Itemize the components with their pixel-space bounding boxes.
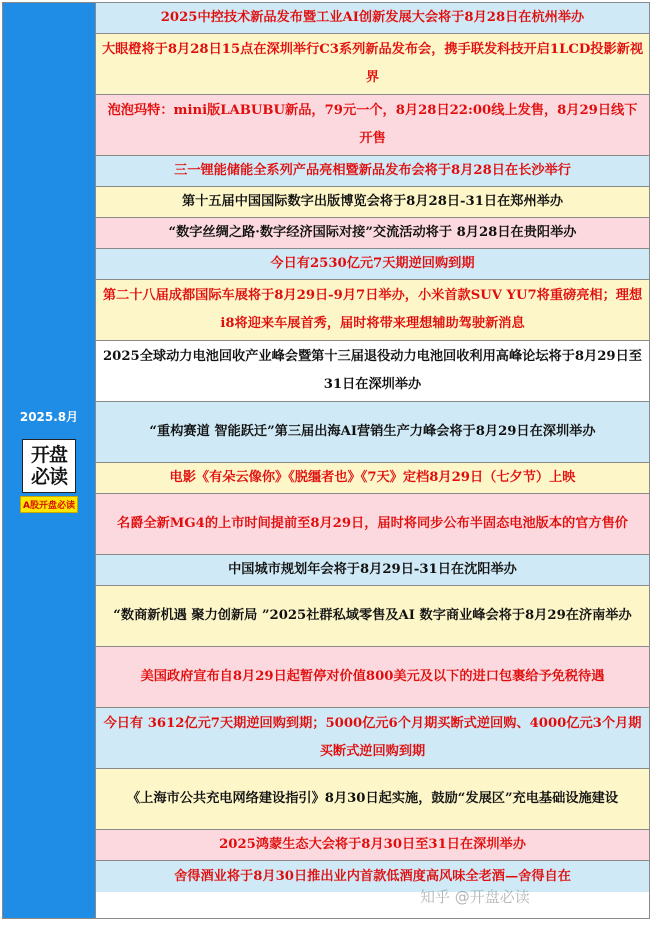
event-row: 2025鸿蒙生态大会将于8月30日至31日在深圳举办: [96, 830, 649, 861]
month-label: 2025.8月: [19, 410, 79, 424]
logo-tag: A股开盘必读: [20, 496, 78, 513]
event-row: 2025中控技术新品发布暨工业AI创新发展大会将于8月28日在杭州举办: [96, 3, 649, 34]
event-row: 第十五届中国国际数字出版博览会将于8月28日-31日在郑州举办: [96, 187, 649, 218]
event-row: 今日有 3612亿元7天期逆回购到期；5000亿元6个月期买断式逆回购、4000亿元3个月期买断式逆回购到期: [96, 708, 649, 769]
event-row: 中国城市规划年会将于8月29日-31日在沈阳举办: [96, 555, 649, 586]
event-row: 2025全球动力电池回收产业峰会暨第十三届退役动力电池回收利用高峰论坛将于8月29日至31日在深圳举办: [96, 341, 649, 402]
event-row: 三一锂能储能全系列产品亮相暨新品发布会将于8月28日在长沙举行: [96, 156, 649, 187]
event-row: 电影《有朵云像你》《脱缰者也》《7天》定档8月29日（七夕节）上映: [96, 463, 649, 494]
event-row: “数商新机遇 聚力创新局 ”2025社群私域零售及AI 数字商业峰会将于8月29在济南举办: [96, 586, 649, 647]
event-row: 大眼橙将于8月28日15点在深圳举行C3系列新品发布会，携手联发科技开启1LCD投影新视界: [96, 34, 649, 95]
event-row: 美国政府宣布自8月29日起暂停对价值800美元及以下的进口包裹给予免税待遇: [96, 647, 649, 708]
event-row: 第二十八届成都国际车展将于8月29日-9月7日举办，小米首款SUV YU7将重磅亮相；理想 i8将迎来车展首秀，届时将带来理想辅助驾驶新消息: [96, 280, 649, 341]
logo-line-1: 开盘: [30, 444, 67, 466]
watermark: 知乎 @开盘必读: [420, 888, 530, 906]
event-list: [96, 3, 649, 918]
event-row: 泡泡玛特：mini版LABUBU新品，79元一个，8月28日22:00线上发售，8月29日线下开售: [96, 95, 649, 156]
event-row: 《上海市公共充电网络建设指引》8月30日起实施，鼓励“发展区”充电基础设施建设: [96, 769, 649, 830]
brand-logo: [22, 439, 76, 493]
event-row: “重构赛道 智能跃迁”第三届出海AI营销生产力峰会将于8月29日在深圳举办: [96, 402, 649, 463]
event-row: “数字丝绸之路·数字经济国际对接”交流活动将于 8月28日在贵阳举办: [96, 218, 649, 249]
date-sidebar: [3, 3, 96, 918]
news-calendar-table: [2, 2, 650, 919]
event-row: 今日有2530亿元7天期逆回购到期: [96, 249, 649, 280]
logo-line-2: 必读: [30, 466, 67, 488]
event-row: 舍得酒业将于8月30日推出业内首款低酒度高风味全老酒—舍得自在: [96, 861, 649, 892]
event-row: 名爵全新MG4的上市时间提前至8月29日，届时将同步公布半固态电池版本的官方售价: [96, 494, 649, 555]
